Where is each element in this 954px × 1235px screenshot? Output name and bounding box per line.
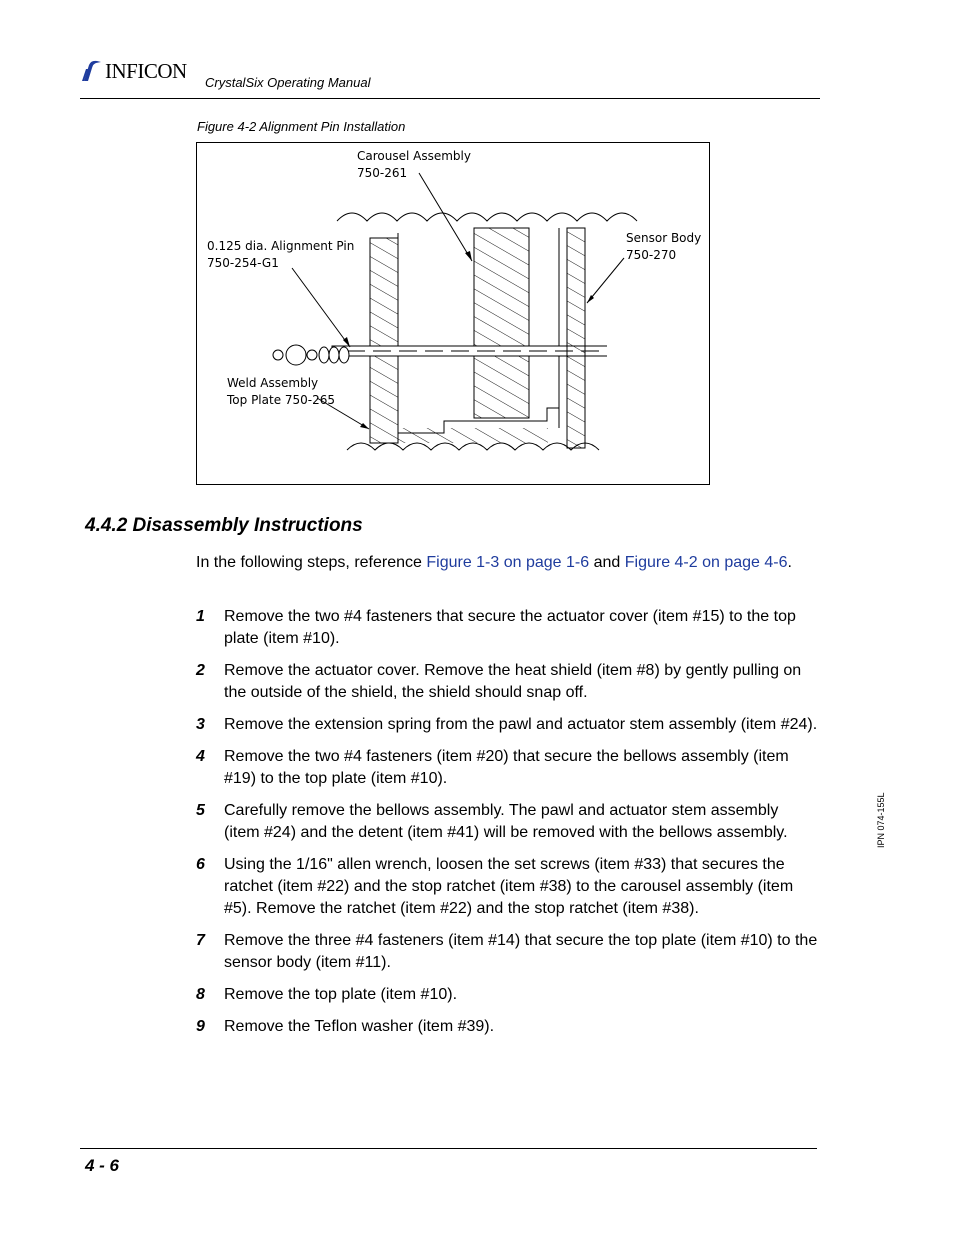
step-item bbox=[196, 746, 818, 790]
weld-plate-section bbox=[370, 238, 398, 443]
step-number: 5 bbox=[196, 802, 205, 819]
step-number: 7 bbox=[196, 932, 205, 949]
step-item bbox=[196, 1016, 818, 1038]
steps-list bbox=[196, 606, 818, 1048]
step-number: 8 bbox=[196, 986, 205, 1003]
step-item bbox=[196, 606, 818, 650]
step-item bbox=[196, 984, 818, 1006]
step-number: 6 bbox=[196, 856, 205, 873]
intro-paragraph bbox=[196, 552, 816, 574]
step-text: Remove the two #4 fasteners (item #20) that secure the bellows assembly (item #19) to the top plate (item #10). bbox=[224, 748, 789, 787]
step-item bbox=[196, 800, 818, 844]
pin-label: 0.125 dia. Alignment Pin bbox=[207, 239, 355, 253]
figure-4-2-link[interactable]: Figure 4-2 on page 4-6 bbox=[624, 554, 788, 571]
intro-prefix: In the following steps, reference bbox=[196, 554, 427, 571]
ipn-code: IPN 074-155L bbox=[876, 792, 886, 848]
step-text: Remove the Teflon washer (item #39). bbox=[224, 1018, 495, 1035]
figure-1-3-link[interactable]: Figure 1-3 on page 1-6 bbox=[426, 554, 590, 571]
carousel-section bbox=[474, 228, 529, 418]
logo-text: INFICON bbox=[105, 58, 187, 83]
inficon-logo bbox=[80, 58, 187, 84]
pin-end-circle bbox=[286, 345, 306, 365]
carousel-part-number: 750-261 bbox=[357, 166, 408, 180]
step-item bbox=[196, 854, 818, 920]
alignment-pin-diagram bbox=[197, 143, 711, 486]
sensor-body-label: Sensor Body bbox=[626, 231, 702, 245]
step-text: Using the 1/16" allen wrench, loosen the set screws (item #33) that secures the ratchet (item #22) and the stop ratchet (item #38) to the carousel assembly (item #5). Remove the ratchet (item #22) and the stop ratchet (item #38). bbox=[224, 856, 794, 917]
step-number: 9 bbox=[196, 1018, 205, 1035]
step-text: Remove the three #4 fasteners (item #14) that secure the top plate (item #10) to the sensor body (item #11). bbox=[224, 932, 818, 971]
carousel-label: Carousel Assembly bbox=[357, 149, 471, 163]
footer-divider bbox=[80, 1148, 817, 1149]
lower-step-hatch bbox=[398, 428, 548, 443]
page-number: 4 - 6 bbox=[85, 1156, 120, 1175]
sensor-body-part-number: 750-270 bbox=[626, 248, 677, 262]
step-text: Remove the two #4 fasteners that secure the actuator cover (item #15) to the top plate (item #10). bbox=[224, 608, 796, 647]
pin-part-number: 750-254-G1 bbox=[207, 256, 279, 270]
intro-suffix: . bbox=[787, 554, 792, 571]
pin-leader bbox=[292, 268, 350, 347]
alignment-pin-figure bbox=[196, 142, 710, 485]
intro-and: and bbox=[589, 554, 625, 571]
step-item bbox=[196, 714, 818, 736]
step-number: 1 bbox=[196, 608, 205, 625]
step-text: Remove the extension spring from the pawl and actuator stem assembly (item #24). bbox=[224, 716, 818, 733]
step-item bbox=[196, 930, 818, 974]
sensor-body-section bbox=[567, 228, 585, 448]
step-number: 2 bbox=[196, 662, 205, 679]
figure-caption: Figure 4-2 Alignment Pin Installation bbox=[197, 119, 406, 134]
weld-assembly-label: Weld Assembly bbox=[227, 376, 319, 390]
step-text: Carefully remove the bellows assembly. The pawl and actuator stem assembly (item #24) and the detent (item #41) will be removed with the bellows assembly. bbox=[224, 802, 788, 841]
top-break-line bbox=[337, 213, 637, 221]
step-item bbox=[196, 660, 818, 704]
bottom-break-line bbox=[347, 443, 599, 450]
weld-assembly-part-number: Top Plate 750-265 bbox=[227, 393, 336, 407]
sensor-leader bbox=[587, 258, 624, 303]
carousel-leader bbox=[419, 173, 472, 261]
step-text: Remove the top plate (item #10). bbox=[224, 986, 458, 1003]
section-heading: 4.4.2 Disassembly Instructions bbox=[85, 515, 363, 536]
header-divider bbox=[80, 98, 820, 99]
manual-title: CrystalSix Operating Manual bbox=[205, 75, 371, 90]
inficon-logo-mark-icon bbox=[80, 59, 102, 83]
step-number: 4 bbox=[196, 748, 205, 765]
step-text: Remove the actuator cover. Remove the heat shield (item #8) by gently pulling on the outside of the shield, the shield should snap off. bbox=[224, 662, 802, 701]
step-number: 3 bbox=[196, 716, 205, 733]
